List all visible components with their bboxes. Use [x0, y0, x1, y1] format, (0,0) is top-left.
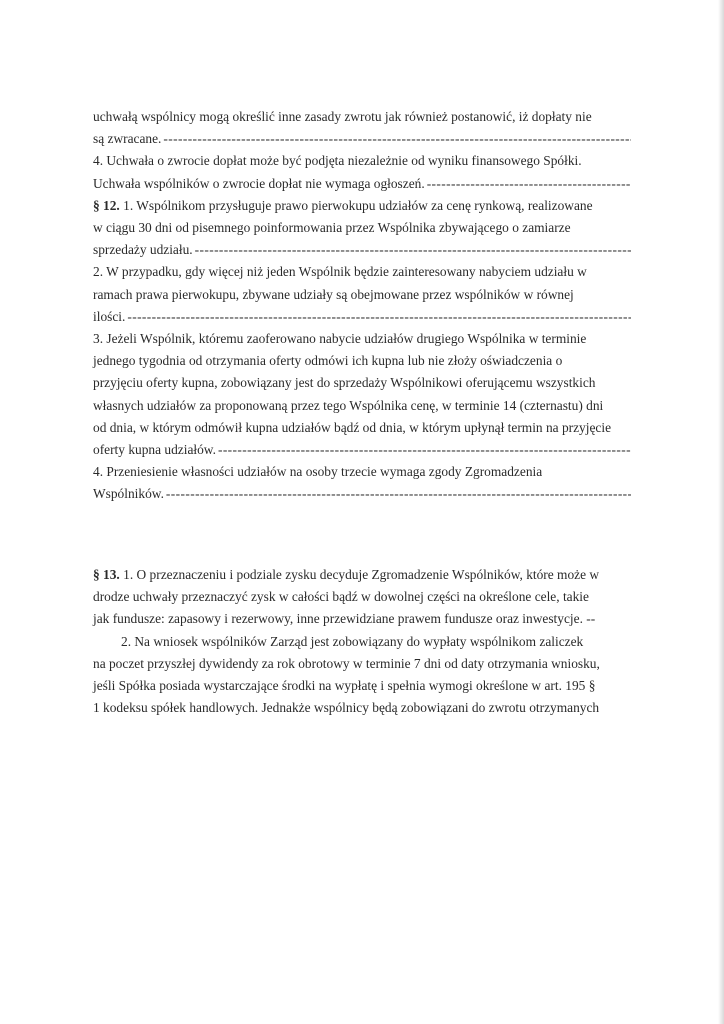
- section-13-paragraph-2: [93, 631, 631, 720]
- text-block-top: [93, 106, 631, 506]
- text-line: [93, 195, 631, 217]
- text-line: 3. Jeżeli Wspólnik, któremu zaoferowano nabycie udziałów drugiego Wspólnika w terminie: [93, 331, 587, 347]
- dash-filler: [127, 306, 631, 328]
- section-12-paragraph-2: [93, 261, 631, 328]
- paragraph-item-4: [93, 150, 631, 194]
- text-line: ramach prawa pierwokupu, zbywane udziały są obejmowane przez wspólników w równej: [93, 286, 574, 302]
- section-12-paragraph-3: [93, 328, 631, 461]
- text-line: 4. Przeniesienie własności udziałów na osoby trzecie wymaga zgody Zgromadzenia: [93, 464, 543, 480]
- text-line: jeśli Spółka posiada wystarczające środki na wypłatę i spełnia wymogi określone w art. 195 §: [93, 678, 596, 694]
- text-line: własnych udziałów za proponowaną przez tego Wspólnika cenę, w terminie 14 (czternastu) dni: [93, 397, 604, 413]
- text-line: [93, 239, 631, 261]
- text-line: 2. Na wniosek wspólników Zarząd jest zobowiązany do wypłaty wspólnikom zaliczek: [121, 633, 584, 649]
- text-line: 4. Uchwała o zwrocie dopłat może być podjęta niezależnie od wyniku finansowego Spółki.: [93, 153, 582, 169]
- text-line: [93, 564, 631, 586]
- dash-filler: [195, 239, 631, 261]
- text-line: [93, 439, 631, 461]
- section-12-paragraph-4: [93, 461, 631, 505]
- text-line: od dnia, w którym odmówił kupna udziałów bądź od dnia, w którym upłynął termin na przyjęcie: [93, 419, 612, 435]
- text-line-content: ilości.: [93, 308, 126, 324]
- text-block-section-13: [93, 564, 631, 719]
- text-line-content: Wspólników.: [93, 486, 164, 502]
- text-line-content: oferty kupna udziałów.: [93, 442, 216, 458]
- dash-filler: [163, 128, 631, 150]
- dash-filler: [218, 439, 631, 461]
- text-line-content: 1. O przeznaczeniu i podziale zysku decyduje Zgromadzenie Wspólników, które może w: [119, 567, 600, 582]
- text-line: na poczet przyszłej dywidendy za rok obrotowy w terminie 7 dni od daty otrzymania wniosku,: [93, 655, 600, 671]
- text-line: [93, 128, 631, 150]
- text-line: jak fundusze: zapasowy i rezerwowy, inne przewidziane prawem fundusze oraz inwestycje. --: [93, 611, 596, 627]
- text-line: [93, 173, 631, 195]
- text-line-content: Uchwała wspólników o zwrocie dopłat nie wymaga ogłoszeń.: [93, 175, 425, 191]
- text-line: jednego tygodnia od otrzymania oferty odmówi ich kupna lub nie złoży oświadczenia o: [93, 353, 563, 369]
- paragraph-repayment-rules: [93, 106, 631, 150]
- text-line: [93, 483, 631, 505]
- dash-filler: [166, 483, 631, 505]
- section-12-heading: § 12.: [93, 197, 120, 213]
- scan-edge-shadow: [718, 0, 724, 1024]
- text-line: 2. W przypadku, gdy więcej niż jeden Wspólnik będzie zainteresowany nabyciem udziału w: [93, 264, 587, 280]
- text-line: 1 kodeksu spółek handlowych. Jednakże wspólnicy będą zobowiązani do zwrotu otrzymanych: [93, 700, 600, 716]
- text-line-content: sprzedaży udziału.: [93, 242, 193, 258]
- text-line-content: 1. Wspólnikom przysługuje prawo pierwokupu udziałów za cenę rynkową, realizowane: [119, 197, 593, 213]
- dash-filler: [427, 173, 631, 195]
- text-line: [93, 306, 631, 328]
- text-line: drodze uchwały przeznaczyć zysk w całości bądź w dowolnej części na określone cele, takie: [93, 589, 589, 605]
- section-13-paragraph-1: [93, 564, 631, 631]
- section-13-heading: § 13.: [93, 567, 120, 582]
- text-line: przyjęciu oferty kupna, zobowiązany jest do sprzedaży Wspólnikowi oferującemu wszystkich: [93, 375, 596, 391]
- text-line: uchwałą wspólnicy mogą określić inne zasady zwrotu jak również postanowić, iż dopłaty nie: [93, 109, 592, 124]
- text-line-content: są zwracane.: [93, 131, 162, 147]
- text-line: w ciągu 30 dni od pisemnego poinformowania przez Wspólnika zbywającego o zamiarze: [93, 220, 571, 236]
- section-12-paragraph-1: [93, 195, 631, 262]
